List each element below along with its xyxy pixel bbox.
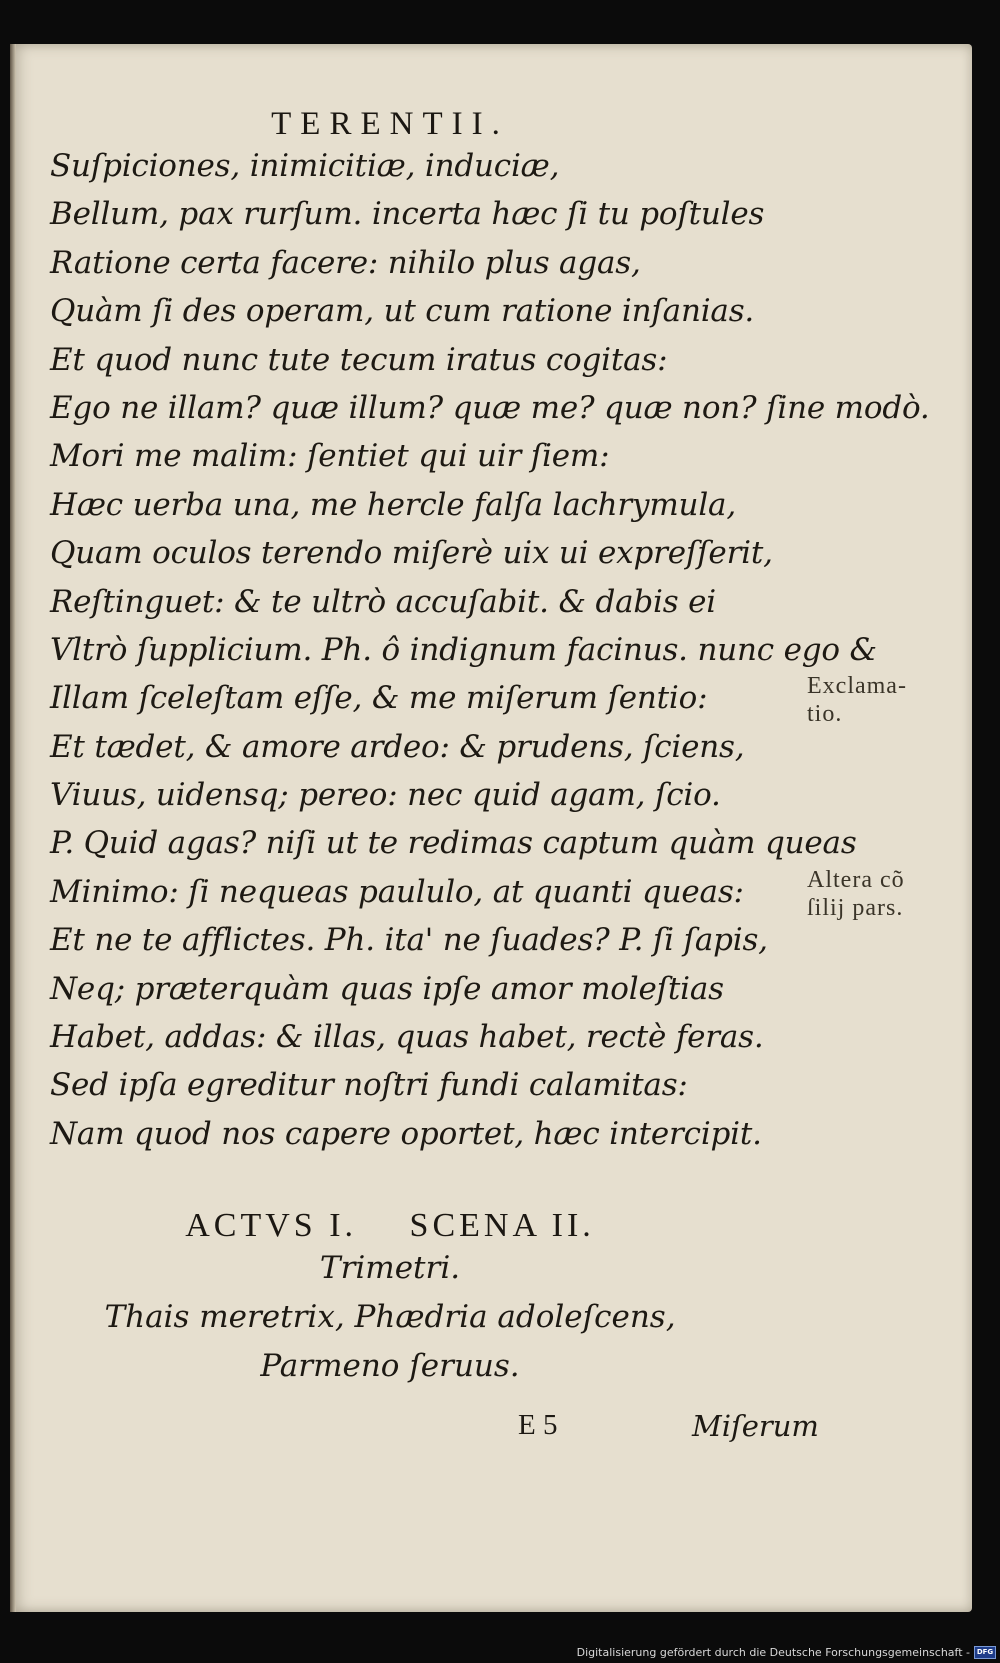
verse-line: Hæc uerba una, me hercle falſa lachrymula, bbox=[50, 486, 736, 523]
verse-line: Minimo: ſi nequeas paululo, at quanti queas: bbox=[50, 873, 744, 910]
verse-line: Et ne te afflictes. Ph. ita' ne ſuades? P. ſi ſapis, bbox=[50, 922, 768, 959]
verse-line: Ratione certa facere: nihilo plus agas, bbox=[50, 244, 641, 281]
margin-note-altera bbox=[807, 866, 905, 922]
scene-label: SCENA II. bbox=[409, 1207, 595, 1244]
verse-line: Mori me malim: ſentiet qui uir ſiem: bbox=[50, 438, 610, 475]
margin-note-line: tio. bbox=[807, 701, 843, 727]
dfg-logo-icon: DFG bbox=[974, 1646, 996, 1659]
verse-line: Neq; præterquàm quas ipſe amor moleſtias bbox=[50, 970, 724, 1007]
verse-line: Et quod nunc tute tecum iratus cogitas: bbox=[50, 341, 668, 378]
act-label: ACTVS I. bbox=[185, 1207, 358, 1244]
verse-line: P. Quid agas? niſi ut te redimas captum quàm queas bbox=[50, 825, 857, 862]
credit-text: Digitalisierung gefördert durch die Deutsche Forschungsgemeinschaft - bbox=[576, 1646, 970, 1659]
verse-line: Nam quod nos capere oportet, hæc intercipit. bbox=[50, 1115, 762, 1152]
dramatis-personae-line: Thais meretrix, Phædria adoleſcens, bbox=[104, 1299, 676, 1335]
digitization-credit bbox=[577, 1646, 996, 1659]
verse-line: Et tædet, & amore ardeo: & prudens, ſciens, bbox=[50, 728, 745, 765]
margin-note-line: Altera cõ bbox=[807, 867, 905, 893]
catchword: Miſerum bbox=[692, 1409, 819, 1443]
dramatis-personae-line: Parmeno ſeruus. bbox=[260, 1348, 520, 1384]
verse-line: Illam ſceleſtam eſſe, & me miſerum ſentio: bbox=[50, 680, 708, 717]
book-page bbox=[10, 44, 972, 1612]
verse-line: Bellum, pax rurſum. incerta hæc ſi tu poſtules bbox=[50, 196, 765, 233]
meter-label: Trimetri. bbox=[319, 1250, 461, 1286]
act-scene-heading bbox=[10, 1207, 770, 1245]
margin-note-line: Exclama- bbox=[807, 673, 907, 699]
verse-line: Quàm ſi des operam, ut cum ratione inſanias. bbox=[50, 293, 755, 330]
margin-note-exclamatio bbox=[807, 672, 907, 728]
verse-line: Reſtinguet: & te ultrò accuſabit. & dabis ei bbox=[50, 583, 716, 620]
running-head: TERENTII. bbox=[271, 106, 509, 142]
verse-line: Vltrò ſupplicium. Ph. ô indignum facinus. nunc ego & bbox=[50, 631, 877, 668]
verse-line: Suſpiciones, inimicitiæ, induciæ, bbox=[50, 148, 560, 184]
verse-line: Habet, addas: & illas, quas habet, rectè feras. bbox=[50, 1019, 764, 1056]
signature-mark: E 5 bbox=[518, 1409, 558, 1441]
verse-line: Viuus, uidensq; pereo: nec quid agam, ſcio. bbox=[50, 777, 721, 814]
verse-line: Sed ipſa egreditur noſtri fundi calamitas: bbox=[50, 1067, 688, 1104]
margin-note-line: ſilij pars. bbox=[807, 895, 904, 921]
verse-line: Ego ne illam? quæ illum? quæ me? quæ non? ſine modò. bbox=[50, 389, 930, 426]
verse-line: Quam oculos terendo miſerè uix ui expreſſerit, bbox=[50, 535, 773, 572]
